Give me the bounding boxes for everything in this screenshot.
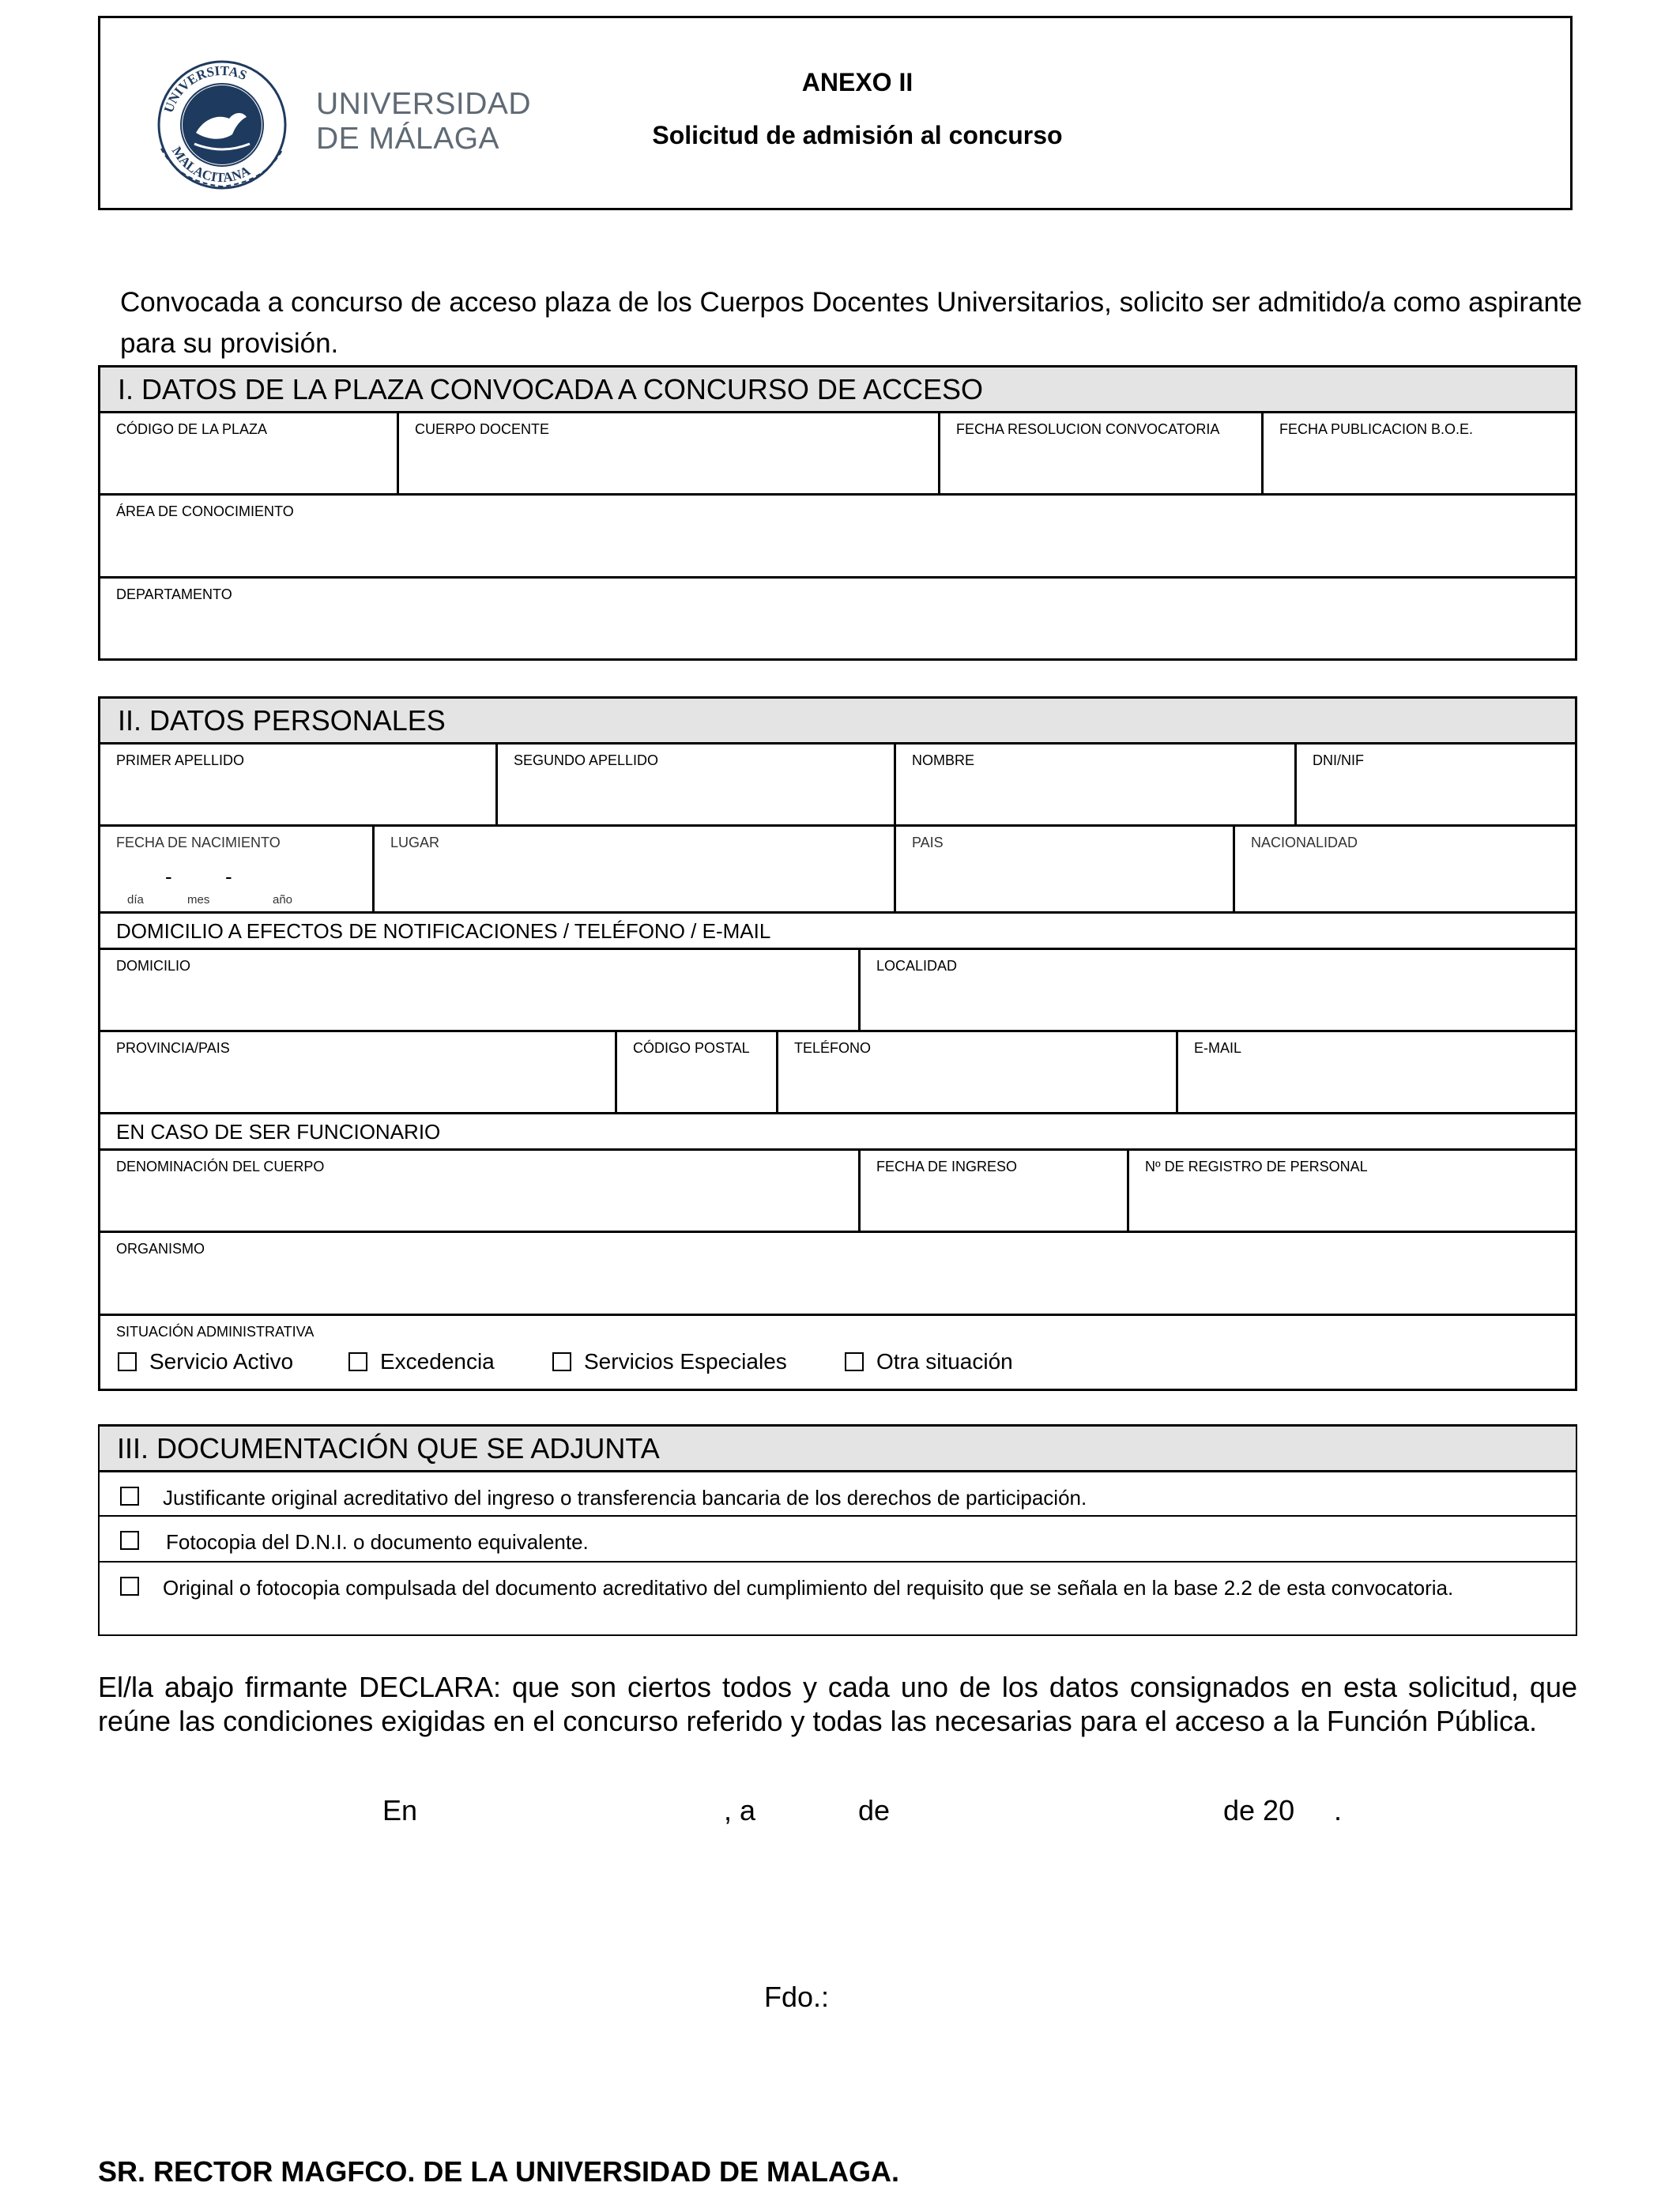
option-servicio-activo-label: Servicio Activo xyxy=(149,1349,294,1374)
primer-apellido-field[interactable] xyxy=(100,745,498,827)
doc-item-requisito-text: Original o fotocopia compulsada del documento acreditativo del cumplimiento del requisito que se señala en la base 2.2 de esta convocatoria. xyxy=(163,1576,1454,1600)
cuerpo-docente-field[interactable] xyxy=(399,413,940,496)
funcionario-subheader: EN CASO DE SER FUNCIONARIO xyxy=(100,1114,1575,1151)
doc-item-requisito[interactable] xyxy=(100,1563,1576,1634)
dni-field[interactable] xyxy=(1297,745,1575,827)
form-subtitle: Solicitud de admisión al concurso xyxy=(652,121,1063,149)
university-seal-logo xyxy=(147,55,297,190)
provincia-field[interactable] xyxy=(100,1032,617,1114)
section-personal-title: II. DATOS PERSONALES xyxy=(100,699,1575,745)
codigo-postal-label: CÓDIGO POSTAL xyxy=(633,1040,750,1056)
pais-field[interactable] xyxy=(896,827,1235,914)
dni-label: DNI/NIF xyxy=(1313,752,1364,768)
denominacion-cuerpo-label: DENOMINACIÓN DEL CUERPO xyxy=(116,1159,325,1174)
option-servicios-especiales[interactable] xyxy=(552,1349,787,1374)
pais-label: PAIS xyxy=(912,835,944,850)
doc-item-dni[interactable] xyxy=(100,1517,1576,1563)
fecha-resolucion-label: FECHA RESOLUCION CONVOCATORIA xyxy=(956,421,1220,437)
checkbox-requisito[interactable] xyxy=(120,1577,139,1596)
primer-apellido-label: PRIMER APELLIDO xyxy=(116,752,245,768)
fecha-nacimiento-label: FECHA DE NACIMIENTO xyxy=(116,835,281,850)
date-a-label: , a xyxy=(724,1794,756,1826)
domicilio-label: DOMICILIO xyxy=(116,958,191,974)
denominacion-cuerpo-field[interactable] xyxy=(100,1151,861,1233)
email-label: E-MAIL xyxy=(1194,1040,1242,1056)
date-separator-1: - xyxy=(165,865,172,888)
intro-text: Convocada a concurso de acceso plaza de los Cuerpos Docentes Universitarios, solicito ser admitido/a como aspirante para su provisión. xyxy=(120,287,1583,359)
fecha-ingreso-field[interactable] xyxy=(861,1151,1129,1233)
anio-label: año xyxy=(273,893,293,907)
declaration-text: El/la abajo firmante DECLARA: que son ciertos todos y cada uno de los datos consignados en esta solicitud, que reúne las condiciones exigidas en el concurso referido y todas las necesarias para el acceso a la Función Pública. xyxy=(98,1671,1577,1737)
option-otra-situacion-label: Otra situación xyxy=(876,1349,1013,1374)
telefono-label: TELÉFONO xyxy=(794,1040,872,1056)
svg-text:MALACITANA: MALACITANA xyxy=(168,144,253,186)
cuerpo-docente-label: CUERPO DOCENTE xyxy=(415,421,550,437)
fecha-nacimiento-field[interactable] xyxy=(100,827,375,914)
dia-label: día xyxy=(127,893,144,907)
lugar-label: LUGAR xyxy=(390,835,440,850)
segundo-apellido-label: SEGUNDO APELLIDO xyxy=(514,752,659,768)
nombre-label: NOMBRE xyxy=(912,752,975,768)
registro-personal-field[interactable] xyxy=(1129,1151,1575,1233)
localidad-label: LOCALIDAD xyxy=(876,958,958,974)
addressee: SR. RECTOR MAGFCO. DE LA UNIVERSIDAD DE MALAGA. xyxy=(98,2155,900,2188)
organismo-field[interactable] xyxy=(100,1233,1575,1316)
option-excedencia-label: Excedencia xyxy=(380,1349,495,1374)
section-documentacion xyxy=(98,1424,1577,1636)
date-period: . xyxy=(1334,1794,1343,1826)
annex-title: ANEXO II xyxy=(801,68,913,96)
codigo-plaza-field[interactable] xyxy=(100,413,399,496)
area-conocimiento-field[interactable] xyxy=(100,496,1575,579)
email-field[interactable] xyxy=(1178,1032,1575,1114)
telefono-field[interactable] xyxy=(778,1032,1178,1114)
university-name-line1: UNIVERSIDAD xyxy=(316,87,532,121)
option-excedencia[interactable] xyxy=(348,1349,495,1374)
departamento-field[interactable] xyxy=(100,579,1575,658)
lugar-field[interactable] xyxy=(375,827,896,914)
checkbox-servicio-activo[interactable] xyxy=(118,1352,137,1371)
fecha-boe-field[interactable] xyxy=(1264,413,1575,496)
doc-item-dni-text: Fotocopia del D.N.I. o documento equivalente. xyxy=(166,1530,589,1554)
checkbox-excedencia[interactable] xyxy=(348,1352,367,1371)
situacion-administrativa-label: SITUACIÓN ADMINISTRATIVA xyxy=(116,1324,315,1340)
domicilio-field[interactable] xyxy=(100,950,861,1032)
date-de-label: de xyxy=(858,1794,891,1826)
option-servicios-especiales-label: Servicios Especiales xyxy=(584,1349,787,1374)
section-documentacion-title: III. DOCUMENTACIÓN QUE SE ADJUNTA xyxy=(100,1427,1576,1472)
nacionalidad-label: NACIONALIDAD xyxy=(1251,835,1358,850)
section-plaza-title: I. DATOS DE LA PLAZA CONVOCADA A CONCURSO DE ACCESO xyxy=(100,368,1575,413)
registro-personal-label: Nº DE REGISTRO DE PERSONAL xyxy=(1145,1159,1368,1174)
localidad-field[interactable] xyxy=(861,950,1575,1032)
provincia-label: PROVINCIA/PAIS xyxy=(116,1040,230,1056)
organismo-label: ORGANISMO xyxy=(116,1241,205,1257)
departamento-label: DEPARTAMENTO xyxy=(116,586,232,602)
fecha-boe-label: FECHA PUBLICACION B.O.E. xyxy=(1279,421,1474,437)
checkbox-dni[interactable] xyxy=(120,1531,139,1550)
university-name-line2: DE MÁLAGA xyxy=(316,122,500,156)
signature-label: Fdo.: xyxy=(764,1981,830,2013)
fecha-resolucion-field[interactable] xyxy=(940,413,1264,496)
area-conocimiento-label: ÁREA DE CONOCIMIENTO xyxy=(116,503,294,519)
svg-text:UNIVERSITAS: UNIVERSITAS xyxy=(160,62,250,115)
fecha-ingreso-label: FECHA DE INGRESO xyxy=(876,1159,1018,1174)
segundo-apellido-field[interactable] xyxy=(498,745,896,827)
doc-item-justificante-text: Justificante original acreditativo del ingreso o transferencia bancaria de los derechos de participación. xyxy=(163,1486,1087,1510)
doc-item-justificante[interactable] xyxy=(100,1472,1576,1517)
date-de20-label: de 20 xyxy=(1223,1794,1295,1826)
mes-label: mes xyxy=(187,893,210,907)
nombre-field[interactable] xyxy=(896,745,1297,827)
checkbox-servicios-especiales[interactable] xyxy=(552,1352,571,1371)
section-plaza xyxy=(98,365,1577,661)
checkbox-otra-situacion[interactable] xyxy=(845,1352,864,1371)
codigo-postal-field[interactable] xyxy=(617,1032,778,1114)
codigo-plaza-label: CÓDIGO DE LA PLAZA xyxy=(116,421,268,437)
situacion-administrativa-row xyxy=(100,1316,1575,1389)
option-otra-situacion[interactable] xyxy=(845,1349,1013,1374)
checkbox-justificante[interactable] xyxy=(120,1487,139,1506)
nacionalidad-field[interactable] xyxy=(1235,827,1575,914)
section-personal xyxy=(98,696,1577,1391)
option-servicio-activo[interactable] xyxy=(118,1349,293,1374)
date-separator-2: - xyxy=(225,865,232,888)
date-en-label: En xyxy=(382,1794,418,1826)
domicilio-subheader: DOMICILIO A EFECTOS DE NOTIFICACIONES / TELÉFONO / E-MAIL xyxy=(100,914,1575,950)
university-name xyxy=(316,87,531,156)
